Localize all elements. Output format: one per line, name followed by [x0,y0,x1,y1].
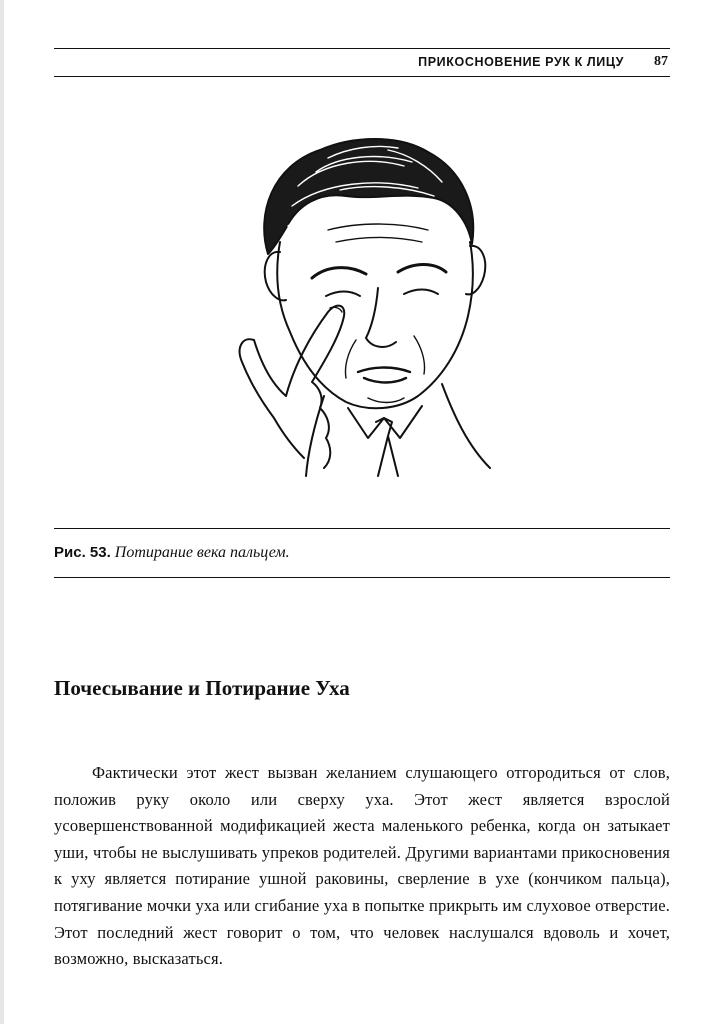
left-eyebrow [312,268,366,278]
forehead-lines [328,224,428,242]
jacket-outline [306,384,490,476]
body-paragraph: Фактически этот жест вызван желанием слушающего отгородиться от слов, положив руку около или сверху уха. Этот жест является взрослой усовершенствованной модификацией жеста маленького ребенка, когда он затыкает уши, чтобы не выслушивать упреков родителей. Другими вариантами прикосновения к уху является потирание ушной раковины, сверление в ухе (кончиком пальца), потягивание мочки уха или сгибание уха в попытке прикрыть им слуховое отверстие. Этот последний жест говорит о том, что человек наслушался вдоволь и хочет, возможно, высказаться. [54,763,670,969]
finger-nail [330,307,342,312]
header-rule-top [54,48,670,49]
running-header-title: ПРИКОСНОВЕНИЕ РУК К ЛИЦУ [418,55,624,69]
figure-label: Рис. 53. [54,544,111,561]
face-outline [277,242,473,408]
left-ear [265,252,286,301]
chin [368,398,404,403]
mouth [358,368,410,383]
necktie [376,418,398,476]
page-edge [0,0,4,1024]
figure-illustration [228,126,496,478]
right-eyebrow [398,265,446,273]
hand-outline [240,306,345,468]
right-ear [466,246,485,295]
figure-caption-text: Потирание века пальцем. [114,544,290,561]
section-heading: Почесывание и Потирание Уха [54,676,350,700]
figure-caption [54,544,290,562]
right-eye [404,290,438,295]
page-number: 87 [654,54,668,69]
nose [366,288,396,347]
caption-rule-bottom [54,577,670,578]
caption-rule-top [54,528,670,529]
left-eye [326,292,360,297]
header-rule-bottom [54,76,670,77]
shirt-collar [348,406,422,438]
